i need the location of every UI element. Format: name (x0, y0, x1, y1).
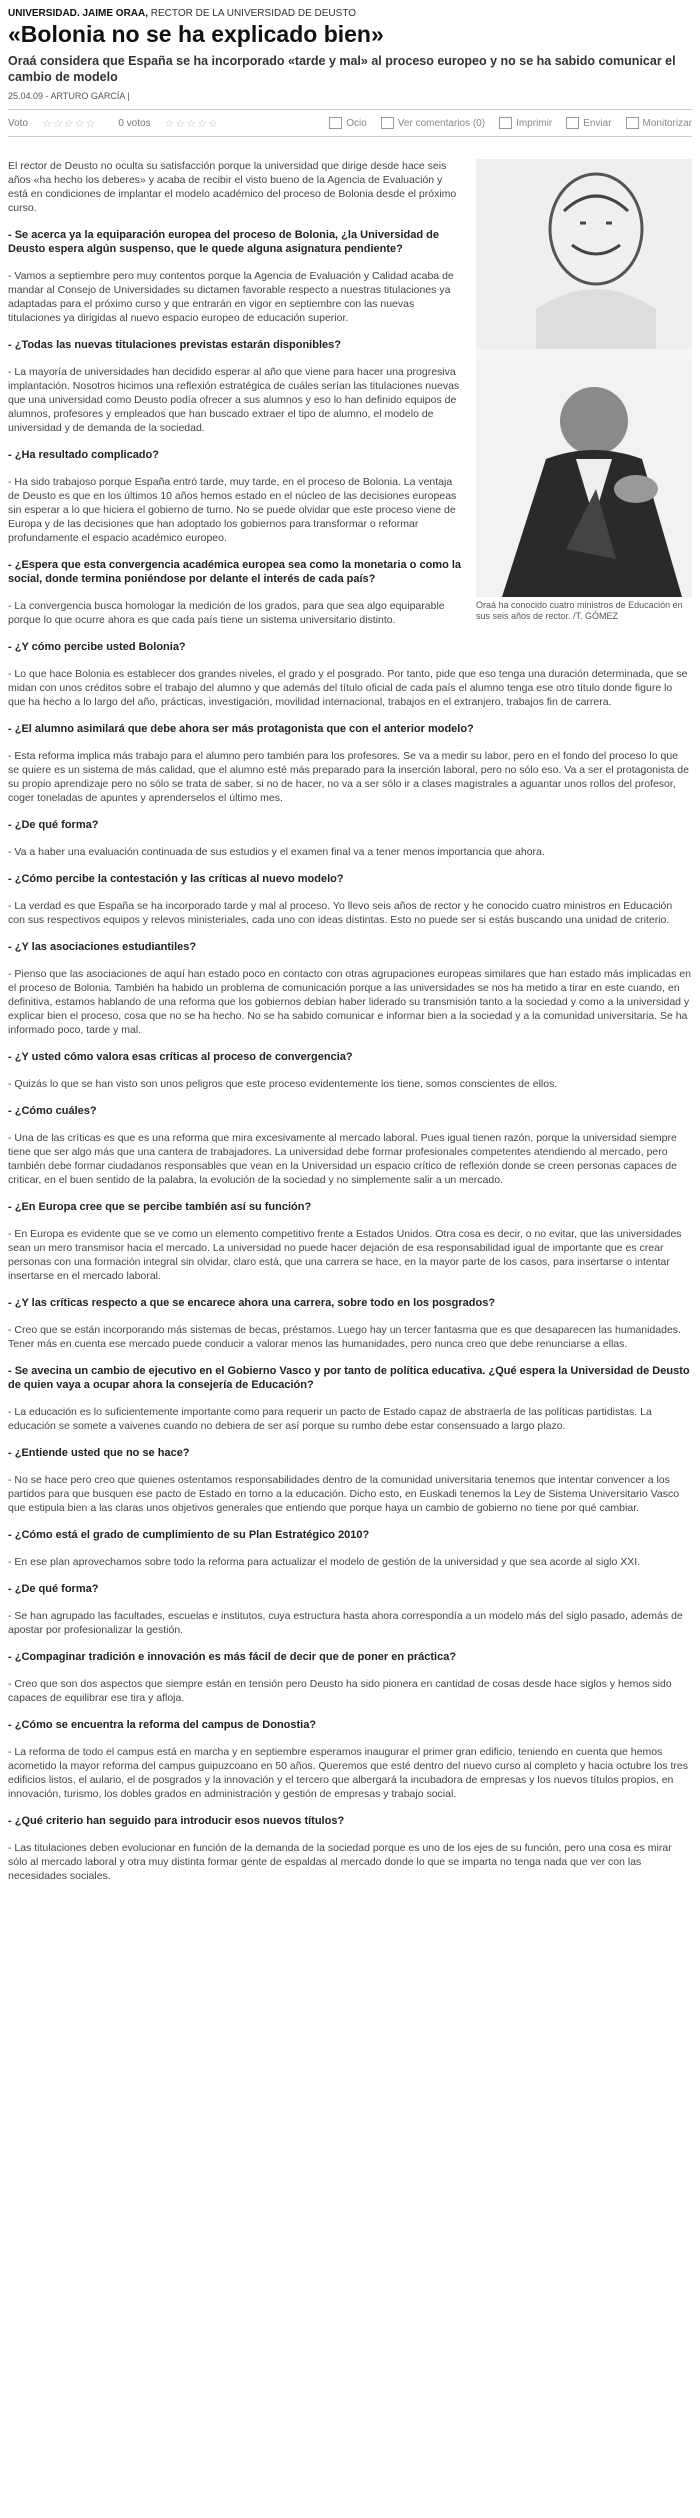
tool-label: Imprimir (516, 117, 553, 129)
interview-question: - ¿Qué criterio han seguido para introducir esos nuevos títulos? (8, 1815, 345, 1827)
interview-question: - ¿Compaginar tradición e innovación es más fácil de decir que de poner en práctica? (8, 1651, 457, 1663)
article-body (8, 159, 692, 1883)
interview-question: - ¿Cómo percibe la contestación y las críticas al nuevo modelo? (8, 873, 344, 885)
interview-paragraph: - Quizás lo que se han visto son unos peligros que este proceso evidentemente los tiene, somos conscientes de ellos. (8, 1078, 558, 1090)
share-icon (626, 117, 639, 129)
interview-question: - ¿Y cómo percibe usted Bolonia? (8, 641, 186, 653)
interview-question: - ¿Cómo se encuentra la reforma del campus de Donostia? (8, 1719, 317, 1731)
print-icon (499, 117, 512, 129)
interview-paragraph: - La educación es lo suficientemente importante como para requerir un pacto de Estado capaz de abstraerla de las políticas partidistas. La educación se somete a vaivenes cuando no debiera de ser así porque su rumbo debe estar consensuado a largo plazo. (8, 1406, 652, 1432)
interview-paragraph: - Ha sido trabajoso porque España entró tarde, muy tarde, en el proceso de Bolonia. La ventaja de Deusto es que en los últimos 10 años hemos estado en el núcleo de las decisiones europeas sin esperar a lo que hiciera el gobierno de turno. No se puede olvidar que este proceso viene de Europa y de las decisiones que han adoptado los gobiernos para transformar o reformar profundamente el espacio académico europeo. (8, 476, 457, 544)
interview-paragraph: - Se han agrupado las facultades, escuelas e institutos, cuya estructura hasta ahora correspondía a un modelo más del siglo pasado, además de apostar por profesionalizar la gestión. (8, 1610, 683, 1636)
interview-paragraph: El rector de Deusto no oculta su satisfacción porque la universidad que dirige desde hace seis años «ha hecho los deberes» y acaba de recibir el visto bueno de la Agencia de Evaluación y está en condiciones de implantar el modelo académico del proceso de Bolonia desde el próximo curso. (8, 160, 457, 214)
interview-paragraph: - Creo que son dos aspectos que siempre están en tensión pero Deusto ha sido pionera en cantidad de cosas desde hace siglos y hemos sido capaces de equilibrar ese tira y afloja. (8, 1678, 672, 1704)
interview-question: - ¿Espera que esta convergencia académica europea sea como la monetaria o como la social, donde termina poniéndose por delante el interés de cada país? (8, 559, 462, 585)
kicker-role: RECTOR DE LA UNIVERSIDAD DE DEUSTO (148, 8, 357, 19)
vote-label: Voto (8, 117, 29, 129)
interview-question: - ¿Cómo cuáles? (8, 1105, 97, 1117)
interview-question: - Se avecina un cambio de ejecutivo en el Gobierno Vasco y por tanto de política educativa. ¿Qué espera la Universidad de Deusto de quien vaya a ocupar ahora la consejería de Educación? (8, 1365, 690, 1391)
interview-question: - ¿Y las asociaciones estudiantiles? (8, 941, 197, 953)
vote-widget (8, 117, 96, 130)
interview-paragraph: - Pienso que las asociaciones de aquí han estado poco en contacto con otras agrupaciones europeas similares que han estado más implicadas en el proceso de Bolonia. También ha habido un problema de comunicación porque a las universidades se nos ha metido a tirar en este cuando, en definitiva, estamos hablando de una reforma que los gobiernos debían haber liderado su transmisión tanto a la sociedad y como a la universidad y explicar bien el proceso, cosa que no se ha hecho. No se ha sabido comunicar e informar bien a la sociedad y a la comunidad universitaria. Se ha informado poco, tarde y mal. (8, 968, 691, 1036)
tool-send[interactable] (566, 117, 611, 129)
tool-print[interactable] (499, 117, 552, 129)
article-subtitle: Oraá considera que España se ha incorporado «tarde y mal» al proceso europeo y no se ha sabido comunicar el cambio de modelo (8, 54, 676, 84)
interview-question: - ¿De qué forma? (8, 819, 99, 831)
interview-paragraph: - Una de las críticas es que es una reforma que mira excesivamente al mercado laboral. Pues igual tienen razón, porque la universidad siempre tiene que ser algo más que una cantera de trabajadores. La universidad debe formar profesionales competentes atendiendo al mercado, pero también debe formar ciudadanos responsables que vean en la Universidad un espacio crítico de reflexión donde se creen personas capaces de criticar, en el buen sentido de la palabra, la evolución de la sociedad y no simplemente salir a un mercado. (8, 1132, 677, 1186)
article-kicker (8, 8, 692, 19)
interview-question: - ¿En Europa cree que se percibe también así su función? (8, 1201, 312, 1213)
interview-paragraph: - Esta reforma implica más trabajo para el alumno pero también para los profesores. Se va a medir su labor, pero en el fondo del proceso lo que se quiere es un sistema de más calidad, que el alumno esté más preparado para la inserción laboral, pero no sólo eso. Va a ser el protagonista de su propio aprendizaje pero no sólo se trata de saber, si no de hacer, no va a ser sólo ir a clases magistrales a aguantar unos rollos del profesor, coger toneladas de apuntes y aprenderselos el último mes. (8, 750, 689, 804)
interview-question: - ¿Entiende usted que no se hace? (8, 1447, 190, 1459)
interview-paragraph: - La convergencia busca homologar la medición de los grados, para que sea algo equiparable porque lo que ocurre ahora es que cada país tiene un sistema universitario distinto. (8, 600, 445, 626)
article-title: «Bolonia no se ha explicado bien» (8, 21, 384, 47)
article-toolbar (8, 109, 692, 137)
tool-share[interactable] (626, 117, 692, 129)
tool-ocio[interactable] (329, 117, 367, 129)
tool-comments[interactable] (381, 117, 485, 129)
interview-question: - ¿De qué forma? (8, 1583, 99, 1595)
article-meta: 25.04.09 - ARTURO GARCÍA | (8, 91, 130, 101)
votes-count: 0 votos (118, 117, 151, 129)
interview-paragraph: - Va a haber una evaluación continuada de sus estudios y el examen final va a tener menos importancia que ahora. (8, 846, 545, 858)
screen-icon (329, 117, 342, 129)
speech-icon (381, 117, 394, 129)
interview-paragraph: - Lo que hace Bolonia es establecer dos grandes niveles, el grado y el posgrado. Por tanto, pide que eso tenga una duración determinada, que se midan con unos créditos sobre el trabajo del alumno y que además del título oficial de cada país el alumno tenga ese otro título donde figure lo que ha hecho a lo largo del año, prácticas, investigación, movilidad internacional, trabajos en el extranjero, trabajos fin de carrera. (8, 668, 688, 708)
photo-caption: Oraá ha conocido cuatro ministros de Educación en sus seis años de rector. /T. GÓMEZ (476, 600, 683, 621)
interview-question: - ¿Cómo está el grado de cumplimiento de su Plan Estratégico 2010? (8, 1529, 370, 1541)
mail-icon (566, 117, 579, 129)
interview-question: - Se acerca ya la equiparación europea del proceso de Bolonia, ¿la Universidad de Deusto espera algún suspenso, que le quede alguna asignatura pendiente? (8, 229, 439, 255)
tool-label: Ocio (346, 117, 367, 129)
tool-label: Enviar (583, 117, 612, 129)
interview-paragraph: - La verdad es que España se ha incorporado tarde y mal al proceso. Yo llevo seis años de rector y he conocido cuatro ministros en Educación con sus respectivos equipos y relevos ministeriales, cada uno con ideas distintas. Esto no puede ser si estás buscando una unidad de criterio. (8, 900, 673, 926)
interview-paragraph: - Las titulaciones deben evolucionar en función de la demanda de la sociedad porque es uno de los ejes de su función, pero una cosa es mirar sólo al mercado laboral y otra muy distinta formar gente de espaldas al mercado donde lo que se imparta no tenga nada que ver con las necesidades sociales. (8, 1842, 672, 1882)
tool-label: Monitorizar (642, 117, 692, 129)
interview-paragraph: - La reforma de todo el campus está en marcha y en septiembre esperamos inaugurar el primer gran edificio, teniendo en cuenta que hemos acometido la mayor reforma del campus guipuzcoano en 50 años. Queremos que esté dentro del nuevo curso al completo y hacia octubre los tres edificios listos, el aulario, el de posgrados y la innovación y el tercero que albergará la incubadora de empresas y los nuevos títulos propios, en innovación, turismo, los dobles grados en administración y gestión de empresas y trabajo social. (8, 1746, 688, 1800)
interview-question: - ¿Y usted cómo valora esas críticas al proceso de convergencia? (8, 1051, 353, 1063)
interview-paragraph: - No se hace pero creo que quienes ostentamos responsabilidades dentro de la comunidad universitaria tenemos que intentar convencer a los partidos para que busquen ese pacto de Estado en torno a la educación. Dicho esto, en Euskadi tenemos la Ley de Sistema Universitario Vasco que estipula bien a las claras unos objetivos generales que entiendo que porque haya un cambio de gobierno no tiene por qué cambiar. (8, 1474, 680, 1514)
rating-stars: ☆☆☆☆☆ (164, 117, 219, 130)
photo-image (476, 159, 692, 597)
interview-paragraph: - La mayoría de universidades han decidido esperar al año que viene para hacer una progresiva implantación. Nosotros hicimos una reflexión estratégica de cuáles serían las titulaciones nuevas que una universidad como Deusto podía ofrecer a sus alumnos y eso lo han definido equipos de alumnos, profesores y empleados que han buscado extraer el tipo de alumno, el modelo de universidad y de demanda de la sociedad. (8, 366, 460, 434)
interview-question: - ¿El alumno asimilará que debe ahora ser más protagonista que con el anterior modelo? (8, 723, 474, 735)
tool-label: Ver comentarios (0) (397, 117, 486, 129)
votes-summary (118, 117, 219, 130)
interview-paragraph: - Vamos a septiembre pero muy contentos porque la Agencia de Evaluación y Calidad acaba de mandar al Consejo de Universidades su dictamen favorable respecto a nuestras titulaciones ya adaptadas para el próximo curso y que entrarán en vigor en septiembre con las nuevas titulaciones ya dirigidas al nuevo espacio europeo de educación superior. (8, 270, 454, 324)
interview-paragraph: - Creo que se están incorporando más sistemas de becas, préstamos. Luego hay un tercer fantasma que es que desaparecen las humanidades. Tener más en cuenta ese mercado puede conducir a valorar menos las humanidades, pero nunca creo que debe renunciarse a ellas. (8, 1324, 681, 1350)
kicker-name: UNIVERSIDAD. JAIME ORAA, (8, 8, 149, 19)
interview-paragraph: - En ese plan aprovechamos sobre todo la reforma para actualizar el modelo de gestión de la universidad y que sea acorde al siglo XXI. (8, 1556, 641, 1568)
interview-question: - ¿Todas las nuevas titulaciones previstas estarán disponibles? (8, 339, 341, 351)
article-tools (329, 117, 692, 129)
article-photo (476, 159, 692, 622)
interview-question: - ¿Y las críticas respecto a que se encarece ahora una carrera, sobre todo en los posgrados? (8, 1297, 496, 1309)
vote-stars[interactable]: ☆☆☆☆☆ (42, 117, 97, 130)
interview-question: - ¿Ha resultado complicado? (8, 449, 159, 461)
portrait-illustration (476, 159, 692, 597)
interview-paragraph: - En Europa es evidente que se ve como un elemento competitivo frente a Estados Unidos. Otra cosa es decir, o no evitar, que las universidades sean un mero transmisor hacia el mercado. La universidad no puede hacer dejación de esa responsabilidad igual de importante que es crear personas con una formación integral sin olvidar, claro está, que una carrera se hace, en la mayor parte de los casos, para insertarse o intentar insertarse en el mercado laboral. (8, 1228, 682, 1282)
